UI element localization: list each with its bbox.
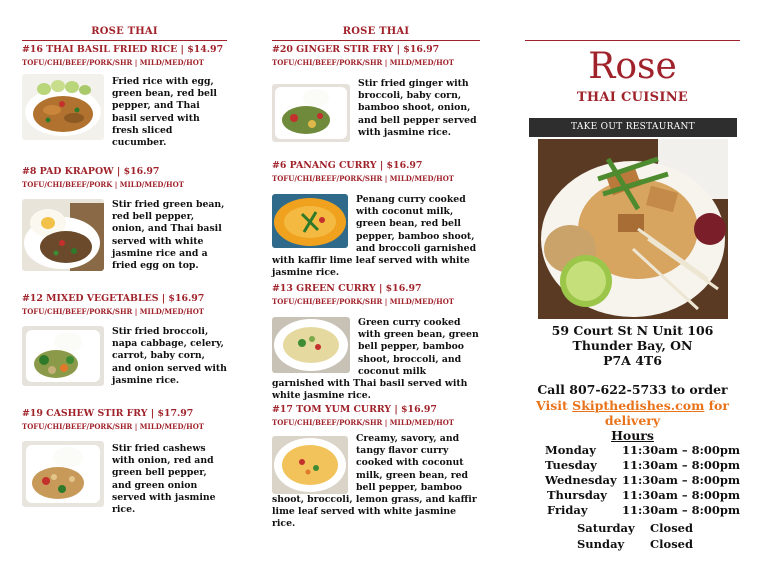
address-line-3: P7A 4T6 (603, 353, 662, 368)
dish-description: Penang curry cooked with coconut milk, green bean, red bell pepper, bamboo shoot, and broccoli garnished with kaffir lime leaf served with white jasmine rice. (272, 194, 477, 279)
hours-day: Saturday (577, 521, 635, 535)
dish-options: TOFU/CHI/BEEF/PORK | MILD/MED/HOT (22, 180, 184, 189)
hours-time: Closed (650, 537, 694, 551)
restaurant-subtitle: THAI CUISINE (576, 90, 689, 105)
dish-description: Creamy, savory, and tangy flavor curry cooked with coconut milk, green bean, red bell pepper, bamboo shoot, broccoli, lemon grass, and kaffir lime leaf served with white jasmine rice. (272, 433, 477, 530)
menu-item-panang-curry (272, 160, 480, 279)
dish-title: #16 THAI BASIL FRIED RICE | $14.97 (22, 44, 224, 55)
dish-options: TOFU/CHI/BEEF/PORK/SHR | MILD/MED/HOT (22, 58, 204, 67)
dish-title: #13 GREEN CURRY | $16.97 (272, 283, 422, 294)
menu-item-green-curry (272, 283, 480, 402)
dish-description: Stir fried cashews with onion, red and green bell pepper, and green onion served with jasmine rice. (112, 443, 216, 516)
hours-day: Sunday (577, 537, 625, 551)
column-header: ROSE THAI (342, 26, 410, 37)
delivery-line (525, 398, 740, 428)
address-line-1: 59 Court St N Unit 106 (551, 323, 714, 338)
dish-description: Fried rice with egg, green bean, red bell pepper, and Thai basil served with fresh sliced cucumber. (112, 76, 217, 149)
menu-item-mixed-vegetables (22, 293, 227, 387)
dish-title: #19 CASHEW STIR FRY | $17.97 (22, 408, 194, 419)
dish-title: #20 GINGER STIR FRY | $16.97 (272, 44, 440, 55)
call-to-order: Call 807-622-5733 to order (537, 382, 728, 397)
menu-item-pad-krapow (22, 166, 227, 272)
dish-options: TOFU/CHI/BEEF/PORK/SHR | MILD/MED/HOT (272, 58, 454, 67)
divider (272, 40, 480, 41)
hours-day: Wednesday (545, 473, 617, 487)
info-column (525, 0, 740, 586)
dish-options: TOFU/CHI/BEEF/PORK/SHR | MILD/MED/HOT (272, 297, 454, 306)
pad-thai-photo (538, 139, 728, 319)
takeout-banner: TAKE OUT RESTAURANT (529, 118, 737, 137)
dish-photo (22, 199, 104, 271)
dish-description: Green curry cooked with green bean, green bell pepper, bamboo shoot, broccoli, and coconut milk garnished with Thai basil served with white jasmine rice. (272, 317, 479, 402)
dish-photo (22, 326, 104, 386)
hours-day: Thursday (547, 488, 607, 502)
dish-title: #17 TOM YUM CURRY | $16.97 (272, 404, 437, 415)
hours-time: 11:30am – 8:00pm (622, 473, 741, 487)
dish-options: TOFU/CHI/BEEF/PORK/SHR | MILD/MED/HOT (272, 418, 454, 427)
hours-time: 11:30am – 8:00pm (622, 458, 741, 472)
hours-day: Tuesday (545, 458, 597, 472)
divider (525, 40, 740, 41)
hours-title: Hours (611, 428, 654, 443)
dish-options: TOFU/CHI/BEEF/PORK/SHR | MILD/MED/HOT (272, 174, 454, 183)
dish-photo (272, 194, 348, 248)
dish-title: #8 PAD KRAPOW | $16.97 (22, 166, 160, 177)
visit-prefix: Visit (536, 398, 573, 413)
hours-time: 11:30am – 8:00pm (622, 443, 741, 457)
visit-suffix: for delivery (604, 398, 729, 428)
skipthedishes-link[interactable]: Skipthedishes.com (572, 398, 705, 413)
dish-options: TOFU/CHI/BEEF/PORK/SHR | MILD/MED/HOT (22, 307, 204, 316)
dish-description: Stir fried green bean, red bell pepper, onion, and Thai basil served with white jasmine rice and a fried egg on top. (112, 199, 225, 272)
address-line-2: Thunder Bay, ON (572, 338, 693, 353)
hours-day: Monday (545, 443, 596, 457)
dish-photo (272, 317, 350, 373)
dish-photo (22, 74, 104, 140)
dish-photo (272, 436, 348, 494)
menu-item-thai-basil-fried-rice (22, 44, 227, 149)
hours-time: 11:30am – 8:00pm (622, 488, 741, 502)
menu-item-tom-yum-curry (272, 404, 480, 531)
left-menu-column (22, 0, 227, 516)
dish-title: #12 MIXED VEGETABLES | $16.97 (22, 293, 205, 304)
dish-title: #6 PANANG CURRY | $16.97 (272, 160, 423, 171)
dish-description: Stir fried ginger with broccoli, baby corn, bamboo shoot, onion, and bell pepper served with jasmine rice. (358, 78, 477, 138)
hours-time: Closed (650, 521, 694, 535)
menu-item-ginger-stir-fry (272, 44, 480, 142)
hours-time: 11:30am – 8:00pm (622, 503, 741, 517)
dish-photo (22, 441, 104, 507)
hours-day: Friday (547, 503, 588, 517)
dish-photo (272, 84, 350, 142)
restaurant-name: Rose (588, 46, 677, 87)
menu-item-cashew-stir-fry (22, 408, 227, 516)
divider (22, 40, 227, 41)
column-header: ROSE THAI (91, 26, 158, 37)
dish-options: TOFU/CHI/BEEF/PORK/SHR | MILD/MED/HOT (22, 422, 204, 431)
middle-menu-column (272, 0, 480, 530)
dish-description: Stir fried broccoli, napa cabbage, celery, carrot, baby corn, and onion served with jasmine rice. (112, 326, 227, 386)
